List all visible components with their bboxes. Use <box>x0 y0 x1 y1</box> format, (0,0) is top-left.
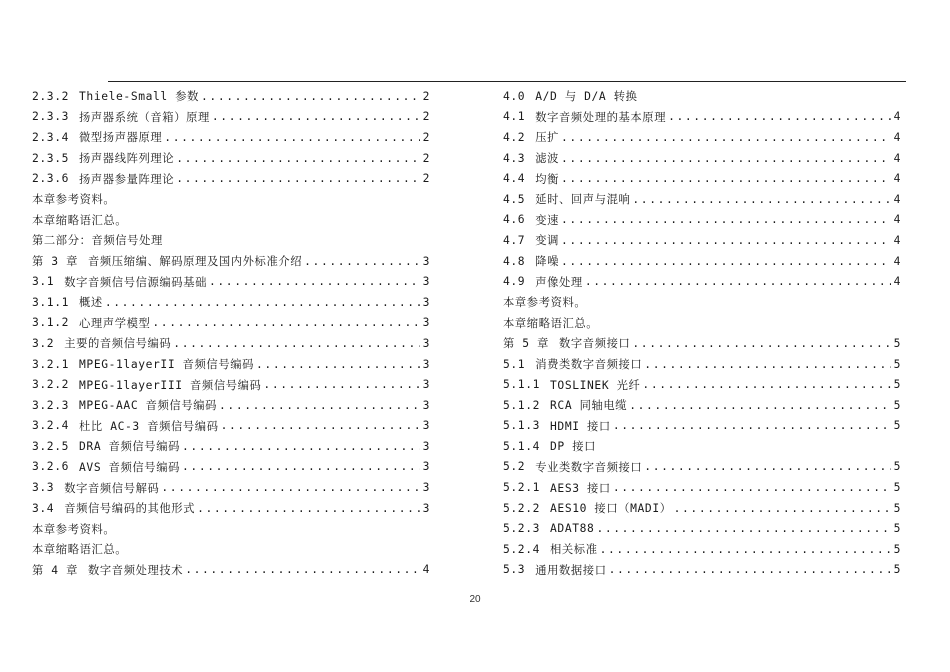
toc-entry-number: 5.3 <box>503 563 526 577</box>
toc-dot-leader <box>561 255 891 268</box>
toc-dot-leader <box>632 193 891 206</box>
toc-entry-page: 2 <box>422 172 430 186</box>
toc-entry-number: 4.5 <box>503 192 526 206</box>
toc-entry-number: 4.3 <box>503 151 526 165</box>
toc-entry-title: 本章缩略语汇总。 <box>503 316 599 330</box>
toc-entry-title: 本章参考资料。 <box>503 296 587 310</box>
toc-dot-leader <box>674 502 891 515</box>
toc-dot-leader <box>668 110 891 123</box>
toc-entry[interactable] <box>503 107 901 128</box>
toc-entry[interactable] <box>32 498 430 519</box>
toc-entry-number: 4.4 <box>503 172 526 186</box>
toc-entry-page: 2 <box>422 130 430 144</box>
toc-entry-page: 5 <box>893 563 901 577</box>
toc-dot-leader <box>642 378 891 391</box>
toc-entry-title: 微型扬声器原理 <box>79 131 163 145</box>
toc-entry-page: 4 <box>893 275 901 289</box>
toc-entry-title: DRA 音频信号编码 <box>79 440 181 454</box>
toc-dot-leader <box>209 275 420 288</box>
toc-entry-title: 消费类数字音频接口 <box>535 358 643 372</box>
toc-entry-page: 5 <box>893 522 901 536</box>
toc-right-column <box>503 86 901 580</box>
toc-entry[interactable] <box>32 477 430 498</box>
toc-entry-title: 数字音频信号解码 <box>64 481 160 495</box>
toc-entry-number: 3.2.2 <box>32 378 70 392</box>
toc-entry-number: 5.1.2 <box>503 398 541 412</box>
toc-dot-leader <box>164 131 420 144</box>
toc-entry[interactable] <box>503 416 901 437</box>
toc-entry-page: 5 <box>893 419 901 433</box>
toc-entry-title: 音频压缩编、解码原理及国内外标准介绍 <box>88 255 303 269</box>
toc-dot-leader <box>613 481 891 494</box>
toc-entry-page: 4 <box>893 254 901 268</box>
toc-entry-page: 5 <box>893 542 901 556</box>
toc-entry-number: 5.1 <box>503 357 526 371</box>
toc-entry-page: 5 <box>893 398 901 412</box>
toc-entry[interactable] <box>32 86 430 107</box>
toc-entry-number: 3.1.2 <box>32 316 70 330</box>
toc-entry[interactable] <box>32 189 430 210</box>
toc-entry[interactable] <box>32 518 430 539</box>
toc-entry[interactable] <box>32 292 430 313</box>
toc-dot-leader <box>219 399 420 412</box>
toc-dot-leader <box>161 481 420 494</box>
toc-dot-leader <box>613 419 891 432</box>
header-rule <box>108 81 906 82</box>
toc-dot-leader <box>600 543 891 556</box>
toc-entry-title: MPEG-1layerIII 音频信号编码 <box>79 378 262 392</box>
toc-entry-title: 扬声器参量阵理论 <box>79 172 175 186</box>
toc-entry-title: 数字音频处理的基本原理 <box>535 110 667 124</box>
toc-dot-leader <box>304 255 420 268</box>
toc-entry[interactable] <box>503 477 901 498</box>
toc-entry-number: 3.2.6 <box>32 460 70 474</box>
toc-dot-leader <box>632 337 891 350</box>
toc-entry-page: 5 <box>893 481 901 495</box>
toc-entry-number: 4.1 <box>503 110 526 124</box>
toc-entry-title: RCA 同轴电缆 <box>550 399 628 413</box>
toc-entry[interactable] <box>503 86 901 107</box>
toc-entry-number: 3.2 <box>32 336 55 350</box>
toc-dot-leader <box>585 275 891 288</box>
toc-entry[interactable] <box>503 313 901 334</box>
toc-dot-leader <box>221 419 420 432</box>
toc-entry-number: 4.7 <box>503 233 526 247</box>
toc-entry-page: 3 <box>422 398 430 412</box>
toc-entry-number: 5.2 <box>503 460 526 474</box>
toc-entry[interactable] <box>32 251 430 272</box>
toc-entry-number: 第 5 章 <box>503 337 549 351</box>
toc-entry[interactable] <box>503 251 901 272</box>
toc-entry-title: AES3 接口 <box>550 481 611 495</box>
toc-entry-page: 4 <box>893 192 901 206</box>
toc-entry[interactable] <box>503 230 901 251</box>
toc-entry-page: 3 <box>422 336 430 350</box>
toc-entry[interactable] <box>503 210 901 231</box>
toc-entry[interactable] <box>32 560 430 581</box>
toc-entry-number: 2.3.3 <box>32 110 70 124</box>
toc-entry-title: AES10 接口（MADI） <box>550 502 672 516</box>
toc-entry-number: 2.3.6 <box>32 172 70 186</box>
toc-entry-page: 5 <box>893 501 901 515</box>
toc-entry-title: 压扩 <box>535 131 560 145</box>
toc-entry-page: 2 <box>422 110 430 124</box>
toc-entry[interactable] <box>32 354 430 375</box>
toc-entry-number: 3.1 <box>32 275 55 289</box>
toc-entry-number: 4.2 <box>503 130 526 144</box>
toc-entry[interactable] <box>503 518 901 539</box>
toc-entry[interactable] <box>503 333 901 354</box>
toc-entry-page: 3 <box>422 439 430 453</box>
toc-entry-title: 本章缩略语汇总。 <box>32 213 128 227</box>
toc-dot-leader <box>182 460 420 473</box>
toc-entry-number: 5.2.2 <box>503 501 541 515</box>
toc-entry-page: 2 <box>422 89 430 103</box>
toc-entry-page: 5 <box>893 378 901 392</box>
toc-entry-page: 5 <box>893 357 901 371</box>
toc-dot-leader <box>201 90 420 103</box>
toc-entry-number: 3.2.1 <box>32 357 70 371</box>
toc-entry-number: 3.3 <box>32 481 55 495</box>
toc-entry-number: 5.2.1 <box>503 481 541 495</box>
toc-entry-page: 4 <box>893 233 901 247</box>
toc-entry-title: HDMI 接口 <box>550 419 611 433</box>
toc-dot-leader <box>561 234 891 247</box>
toc-entry-number: 4.6 <box>503 213 526 227</box>
toc-entry-title: 声像处理 <box>535 275 583 289</box>
toc-entry-title: 主要的音频信号编码 <box>64 337 172 351</box>
toc-entry-number: 第 3 章 <box>32 255 78 269</box>
toc-entry-title: 本章缩略语汇总。 <box>32 543 128 557</box>
toc-entry-title: 音频信号编码的其他形式 <box>64 502 196 516</box>
toc-entry-title: 本章参考资料。 <box>32 522 116 536</box>
toc-entry-number: 2.3.4 <box>32 130 70 144</box>
toc-entry[interactable] <box>32 107 430 128</box>
toc-entry-number: 2.3.5 <box>32 151 70 165</box>
toc-entry-title: 专业类数字音频接口 <box>535 460 643 474</box>
toc-dot-leader <box>176 172 420 185</box>
toc-entry-number: 3.2.5 <box>32 439 70 453</box>
toc-entry-page: 4 <box>422 563 430 577</box>
toc-entry-title: 滤波 <box>535 152 560 166</box>
toc-entry-number: 5.1.4 <box>503 439 541 453</box>
toc-dot-leader <box>561 152 891 165</box>
toc-entry[interactable] <box>503 354 901 375</box>
toc-entry-page: 3 <box>422 378 430 392</box>
toc-dot-leader <box>152 316 420 329</box>
toc-entry-title: 杜比 AC-3 音频信号编码 <box>79 419 219 433</box>
toc-entry[interactable] <box>32 271 430 292</box>
toc-dot-leader <box>212 110 420 123</box>
toc-dot-leader <box>596 522 891 535</box>
toc-entry-title: 概述 <box>79 296 103 310</box>
toc-entry[interactable] <box>503 292 901 313</box>
toc-entry-title: 心理声学模型 <box>79 316 151 330</box>
toc-entry[interactable] <box>32 230 430 251</box>
toc-entry[interactable] <box>503 436 901 457</box>
toc-entry-title: 均衡 <box>535 172 560 186</box>
toc-entry-title: 变速 <box>535 213 560 227</box>
toc-entry-number: 2.3.2 <box>32 89 70 103</box>
toc-dot-leader <box>256 358 420 371</box>
toc-entry-page: 4 <box>893 172 901 186</box>
toc-entry-title: 扬声器系统（音箱）原理 <box>79 110 210 124</box>
toc-entry[interactable] <box>32 333 430 354</box>
toc-dot-leader <box>176 152 420 165</box>
toc-entry-title: MPEG-1layerII 音频信号编码 <box>79 358 255 372</box>
toc-dot-leader <box>644 460 891 473</box>
toc-entry[interactable] <box>503 148 901 169</box>
toc-entry-number: 4.0 <box>503 89 526 103</box>
toc-entry-title: 数字音频信号信源编码基础 <box>64 275 207 289</box>
toc-dot-leader <box>185 563 420 576</box>
toc-entry-number: 4.8 <box>503 254 526 268</box>
toc-entry[interactable] <box>503 560 901 581</box>
toc-entry[interactable] <box>32 127 430 148</box>
toc-dot-leader <box>561 213 891 226</box>
toc-entry-page: 4 <box>893 151 901 165</box>
toc-entry-title: 延时、回声与混响 <box>535 193 631 207</box>
toc-entry-number: 5.2.3 <box>503 522 541 536</box>
toc-entry-page: 3 <box>422 419 430 433</box>
toc-entry[interactable] <box>503 498 901 519</box>
toc-entry-number: 3.4 <box>32 501 55 515</box>
toc-entry-title: Thiele-Small 参数 <box>79 90 200 104</box>
toc-entry[interactable] <box>503 539 901 560</box>
toc-entry-title: 降噪 <box>535 255 560 269</box>
toc-entry[interactable] <box>32 436 430 457</box>
toc-dot-leader <box>629 399 891 412</box>
toc-entry-title: 本章参考资料。 <box>32 193 116 207</box>
toc-entry[interactable] <box>503 457 901 478</box>
toc-entry-number: 3.1.1 <box>32 295 70 309</box>
toc-dot-leader <box>182 440 420 453</box>
toc-entry-title: AVS 音频信号编码 <box>79 460 181 474</box>
toc-entry-page: 3 <box>422 460 430 474</box>
toc-entry-page: 3 <box>422 316 430 330</box>
toc-entry-page: 4 <box>893 110 901 124</box>
toc-dot-leader <box>197 502 420 515</box>
toc-left-column <box>32 86 430 580</box>
toc-entry-title: 变调 <box>535 234 560 248</box>
toc-entry-page: 3 <box>422 295 430 309</box>
toc-entry-page: 3 <box>422 357 430 371</box>
toc-entry-title: TOSLINEK 光纤 <box>550 378 641 392</box>
toc-dot-leader <box>561 172 891 185</box>
toc-entry-number: 3.2.4 <box>32 419 70 433</box>
toc-entry-title: DP 接口 <box>550 440 597 454</box>
toc-entry[interactable] <box>503 395 901 416</box>
toc-entry[interactable] <box>32 539 430 560</box>
toc-entry-page: 3 <box>422 481 430 495</box>
toc-entry-title: 通用数据接口 <box>535 563 607 577</box>
toc-entry-title: 相关标准 <box>550 543 598 557</box>
toc-entry[interactable] <box>32 374 430 395</box>
toc-entry[interactable] <box>503 271 901 292</box>
toc-entry[interactable] <box>503 127 901 148</box>
toc-dot-leader <box>561 131 891 144</box>
toc-entry-page: 5 <box>893 336 901 350</box>
toc-entry-page: 2 <box>422 151 430 165</box>
toc-entry-title: A/D 与 D/A 转换 <box>535 90 638 104</box>
toc-entry[interactable] <box>32 168 430 189</box>
toc-entry[interactable] <box>32 148 430 169</box>
toc-entry-page: 4 <box>893 130 901 144</box>
toc-entry[interactable] <box>503 168 901 189</box>
toc-entry-number: 5.2.4 <box>503 542 541 556</box>
toc-entry-title: MPEG-AAC 音频信号编码 <box>79 399 218 413</box>
toc-entry[interactable] <box>32 210 430 231</box>
toc-dot-leader <box>105 296 420 309</box>
toc-entry-title: ADAT88 <box>550 522 595 536</box>
toc-entry[interactable] <box>503 374 901 395</box>
toc-entry-number: 5.1.1 <box>503 378 541 392</box>
toc-entry-page: 5 <box>893 460 901 474</box>
toc-entry[interactable] <box>32 457 430 478</box>
toc-entry-page: 3 <box>422 254 430 268</box>
toc-entry-number: 4.9 <box>503 275 526 289</box>
toc-entry[interactable] <box>32 416 430 437</box>
toc-entry-number: 3.2.3 <box>32 398 70 412</box>
toc-entry-page: 4 <box>893 213 901 227</box>
toc-entry[interactable] <box>32 395 430 416</box>
toc-dot-leader <box>644 358 891 371</box>
toc-entry-title: 数字音频接口 <box>559 337 631 351</box>
toc-entry[interactable] <box>503 189 901 210</box>
toc-entry-number: 第 4 章 <box>32 563 78 577</box>
toc-entry-page: 3 <box>422 501 430 515</box>
toc-entry-number: 5.1.3 <box>503 419 541 433</box>
toc-dot-leader <box>609 563 891 576</box>
toc-entry-title: 数字音频处理技术 <box>88 563 184 577</box>
toc-entry[interactable] <box>32 313 430 334</box>
toc-dot-leader <box>173 337 420 350</box>
toc-entry-title: 第二部分：音频信号处理 <box>32 234 163 248</box>
page-number: 20 <box>469 594 481 605</box>
toc-dot-leader <box>263 378 420 391</box>
toc-entry-page: 3 <box>422 275 430 289</box>
toc-entry-title: 扬声器线阵列理论 <box>79 152 175 166</box>
